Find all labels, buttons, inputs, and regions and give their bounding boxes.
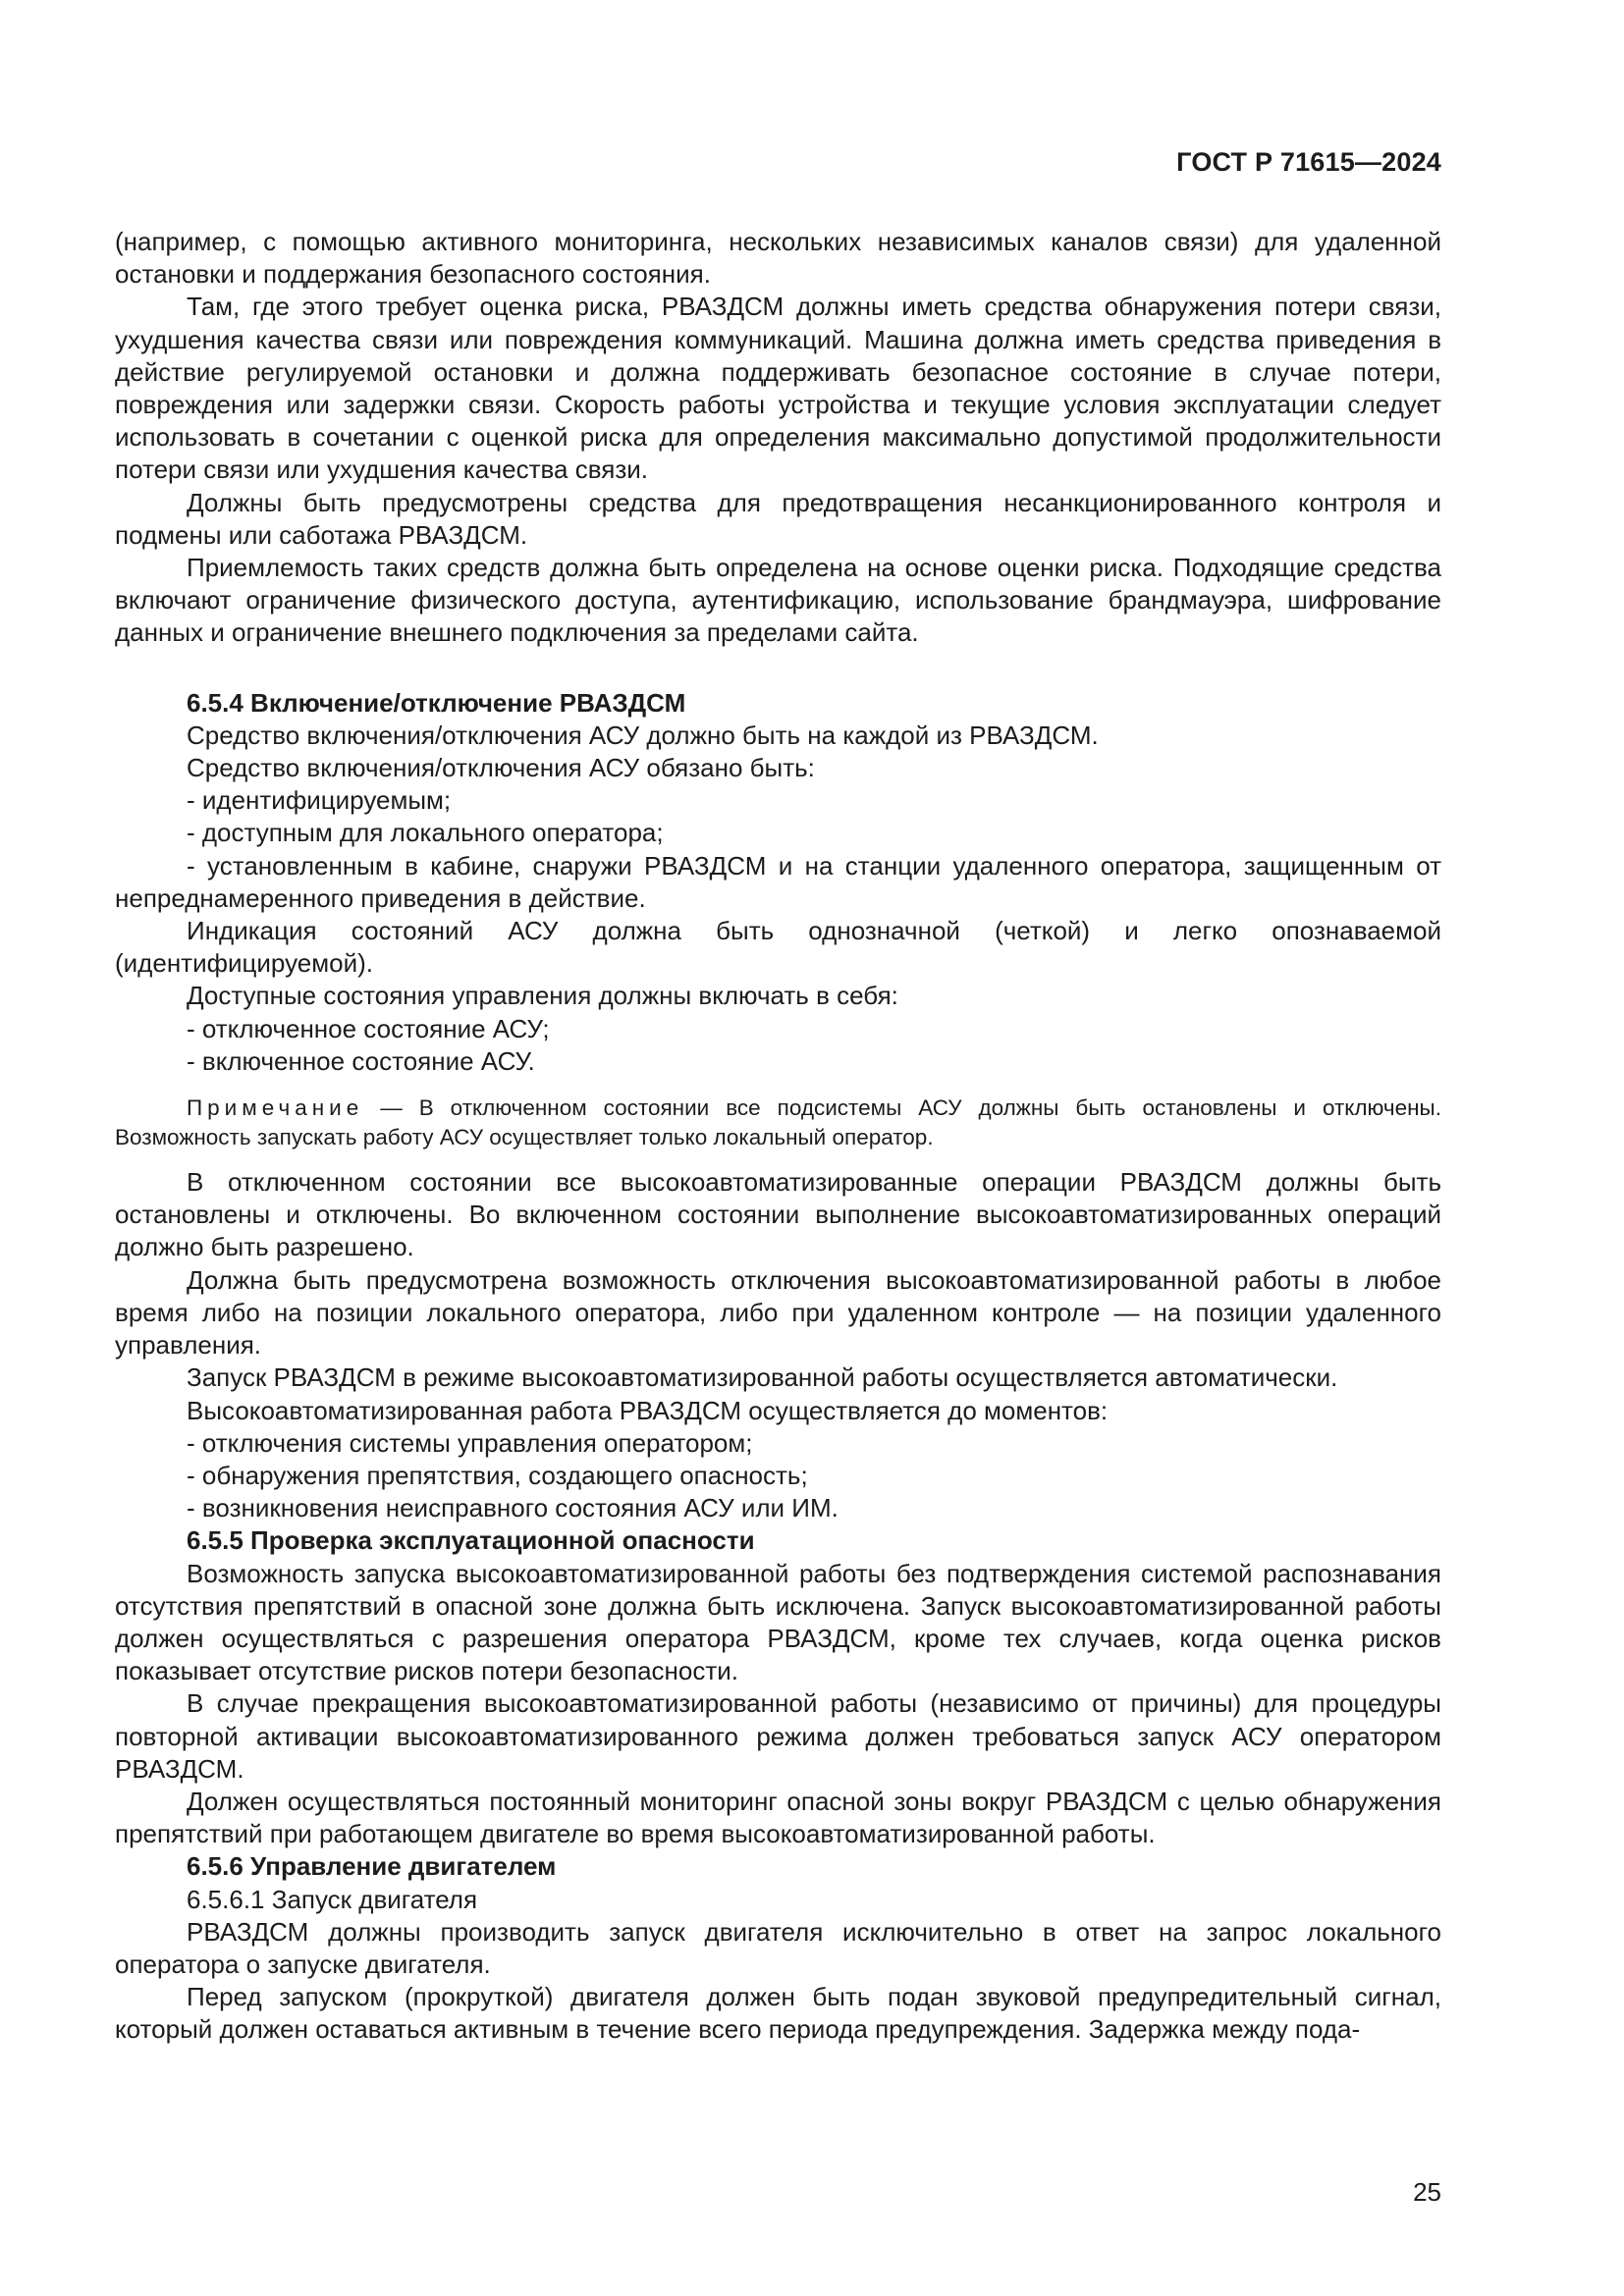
paragraph: Средство включения/отключения АСУ должно быть на каждой из РВАЗДСМ.: [187, 720, 1099, 750]
paragraph: В случае прекращения высокоавтоматизированной работы (независимо от причины) для процедуры повторной активации высокоавтоматизированного режима должен требоваться запуск АСУ оператором РВАЗДСМ.: [115, 1688, 1441, 1784]
paragraph: Высокоавтоматизированная работа РВАЗДСМ осуществляется до моментов:: [187, 1395, 1109, 1425]
note-label: Примечание: [187, 1095, 364, 1121]
section-heading-6-5-4: 6.5.4 Включение/отключение РВАЗДСМ: [187, 687, 686, 718]
section-heading-6-5-5: 6.5.5 Проверка эксплуатационной опасности: [187, 1525, 755, 1556]
paragraph: Должен осуществляться постоянный мониторинг опасной зоны вокруг РВАЗДСМ с целью обнаружения препятствий при работающем двигателе во время высокоавтоматизированной работы.: [115, 1786, 1441, 1849]
list-item: - обнаружения препятствия, создающего опасность;: [187, 1460, 808, 1490]
note: [115, 1094, 1441, 1152]
list-item: - отключения системы управления оператором;: [187, 1427, 753, 1458]
paragraph: Запуск РВАЗДСМ в режиме высокоавтоматизированной работы осуществляется автоматически.: [187, 1362, 1338, 1393]
list-item: - идентифицируемым;: [187, 785, 452, 816]
list-item: - доступным для локального оператора;: [187, 818, 664, 848]
paragraph: Должна быть предусмотрена возможность отключения высокоавтоматизированной работы в любое время либо на позиции локального оператора, либо при удаленном контроле — на позиции удаленного управления.: [115, 1264, 1441, 1361]
paragraph: РВАЗДСМ должны производить запуск двигателя исключительно в ответ на запрос локального оператора о запуске двигателя.: [115, 1916, 1441, 1979]
section-heading-6-5-6: 6.5.6 Управление двигателем: [187, 1851, 557, 1882]
paragraph: Там, где этого требует оценка риска, РВАЗДСМ должны иметь средства обнаружения потери связи, ухудшения качества связи или повреждения коммуникаций. Машина должна иметь средства приведения в действие регулируемой остановки и должна поддерживать безопасное состояние в случае потери, повреждения или задержки связи. Скорость работы устройства и текущие условия эксплуатации следует использовать в сочетании с оценкой риска для определения максимально допустимой продолжительности потери связи или ухудшения качества связи.: [115, 292, 1441, 485]
paragraph: Средство включения/отключения АСУ обязано быть:: [187, 753, 815, 783]
paragraph: Должны быть предусмотрены средства для предотвращения несанкционированного контроля и подмены или саботажа РВАЗДСМ.: [115, 487, 1441, 550]
list-item: - отключенное состояние АСУ;: [187, 1013, 550, 1043]
paragraph: Перед запуском (прокруткой) двигателя должен быть подан звуковой предупредительный сигнал, который должен оставаться активным в течение всего периода предупреждения. Задержка между пода-: [115, 1982, 1441, 2045]
paragraph: В отключенном состоянии все высокоавтоматизированные операции РВАЗДСМ должны быть остановлены и отключены. Во включенном состоянии выполнение высокоавтоматизированных операций должно быть разрешено.: [115, 1167, 1441, 1262]
subsection-heading-6-5-6-1: 6.5.6.1 Запуск двигателя: [187, 1884, 478, 1914]
paragraph: Индикация состояний АСУ должна быть однозначной (четкой) и легко опознаваемой (идентифицируемой).: [115, 916, 1441, 979]
paragraph: (например, с помощью активного мониторинга, нескольких независимых каналов связи) для удаленной остановки и поддержания безопасного состояния.: [115, 227, 1441, 290]
paragraph: Возможность запуска высокоавтоматизированной работы без подтверждения системой распознавания отсутствия препятствий в опасной зоне должна быть исключена. Запуск высокоавтоматизированной работы должен осуществляться с разрешения оператора РВАЗДСМ, кроме тех случаев, когда оценка рисков показывает отсутствие рисков потери безопасности.: [115, 1558, 1441, 1686]
note-text: — В отключенном состоянии все подсистемы АСУ должны быть остановлены и отключены. Возможность запускать работу АСУ осуществляет только локальный оператор.: [115, 1095, 1441, 1150]
page-number: 25: [1413, 2177, 1441, 2207]
document-body: [115, 226, 1441, 2047]
standard-header: ГОСТ Р 71615—2024: [1176, 147, 1441, 177]
document-page: [115, 0, 1441, 2296]
list-item: - возникновения неисправного состояния АСУ или ИМ.: [187, 1493, 839, 1523]
list-item: - включенное состояние АСУ.: [187, 1045, 535, 1076]
paragraph: Доступные состояния управления должны включать в себя:: [187, 981, 898, 1011]
list-item: - установленным в кабине, снаружи РВАЗДСМ и на станции удаленного оператора, защищенным от непреднамеренного приведения в действие.: [115, 850, 1441, 913]
paragraph: Приемлемость таких средств должна быть определена на основе оценки риска. Подходящие средства включают ограничение физического доступа, аутентификацию, использование брандмауэра, шифрование данных и ограничение внешнего подключения за пределами сайта.: [115, 553, 1441, 648]
